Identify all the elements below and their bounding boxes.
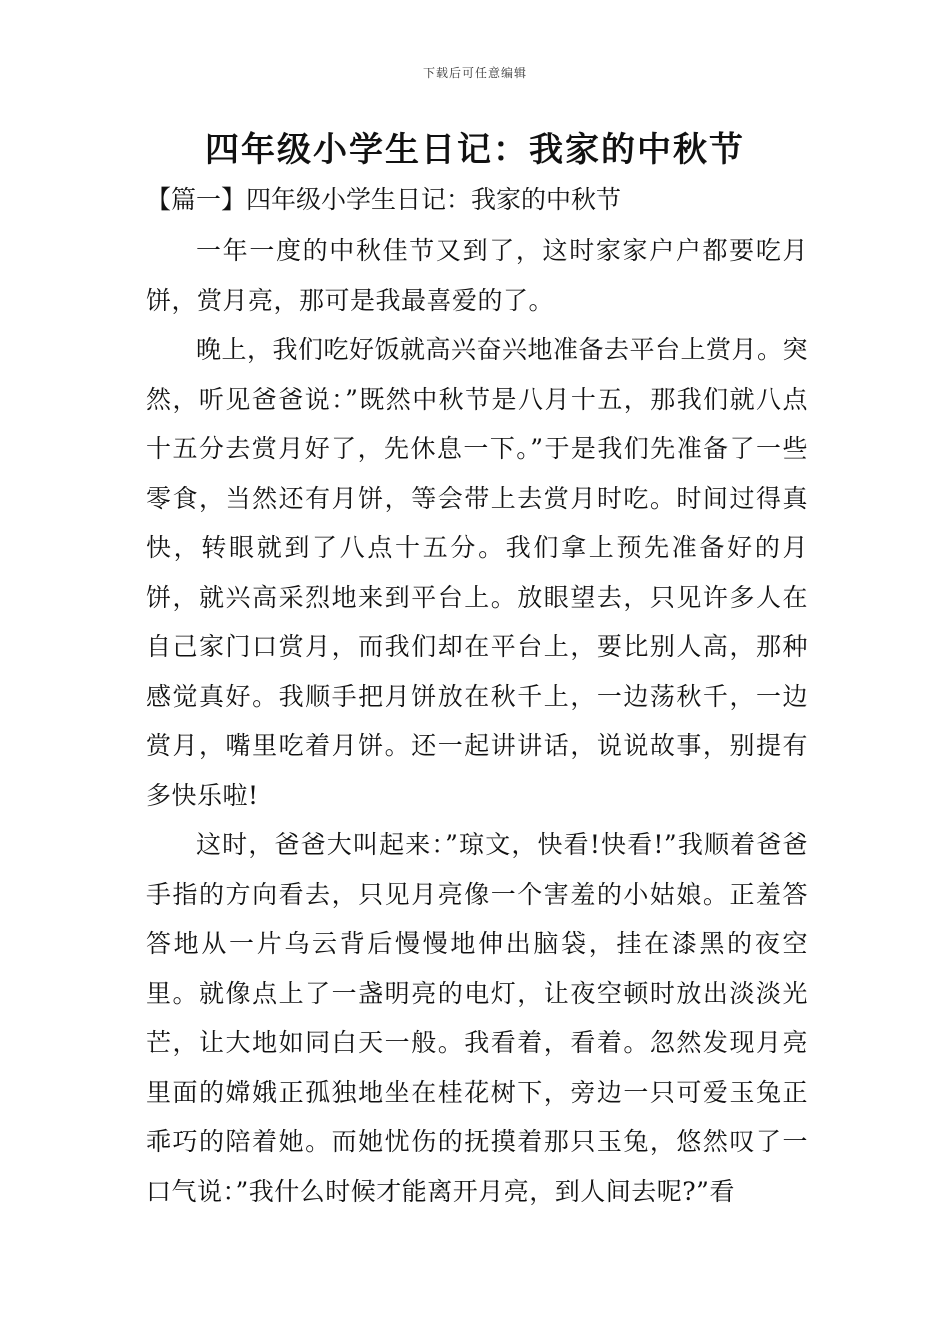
paragraph-2: 晚上，我们吃好饭就高兴奋兴地准备去平台上赏月。突然，听见爸爸说：”既然中秋节是八月十五，那我们就八点十五分去赏月好了，先休息一下。”于是我们先准备了一些零食，当然还有月饼，等会带上去赏月时吃。时间过得真快，转眼就到了八点十五分。我们拿上预先准备好的月饼，就兴高采烈地来到平台上。放眼望去，只见许多人在自己家门口赏月，而我们却在平台上，要比别人高，那种感觉真好。我顺手把月饼放在秋千上，一边荡秋千，一边赏月，嘴里吃着月饼。还一起讲讲话，说说故事，别提有多快乐啦! [146, 335, 809, 810]
document-title: 四年级小学生日记：我家的中秋节 [205, 130, 745, 170]
header-note: 下载后可任意编辑 [422, 66, 527, 80]
section-heading: 【篇一】四年级小学生日记：我家的中秋节 [146, 185, 622, 214]
paragraph-1: 一年一度的中秋佳节又到了，这时家家户户都要吃月饼，赏月亮，那可是我最喜爱的了。 [146, 236, 808, 315]
paragraph-3: 这时，爸爸大叫起来：”琼文，快看!快看!”我顺着爸爸手指的方向看去，只见月亮像一个害羞的小姑娘。正羞答答地从一片乌云背后慢慢地伸出脑袋，挂在漆黑的夜空里。就像点上了一盏明亮的电灯，让夜空顿时放出淡淡光芒，让大地如同白天一般。我看着，看着。忽然发现月亮里面的嫦娥正孤独地坐在桂花树下，旁边一只可爱玉兔正乖巧的陪着她。而她忧伤的抚摸着那只玉兔，悠然叹了一口气说：”我什么时候才能离开月亮，到人间去呢?”看 [146, 830, 808, 1206]
document-body [146, 226, 808, 1216]
